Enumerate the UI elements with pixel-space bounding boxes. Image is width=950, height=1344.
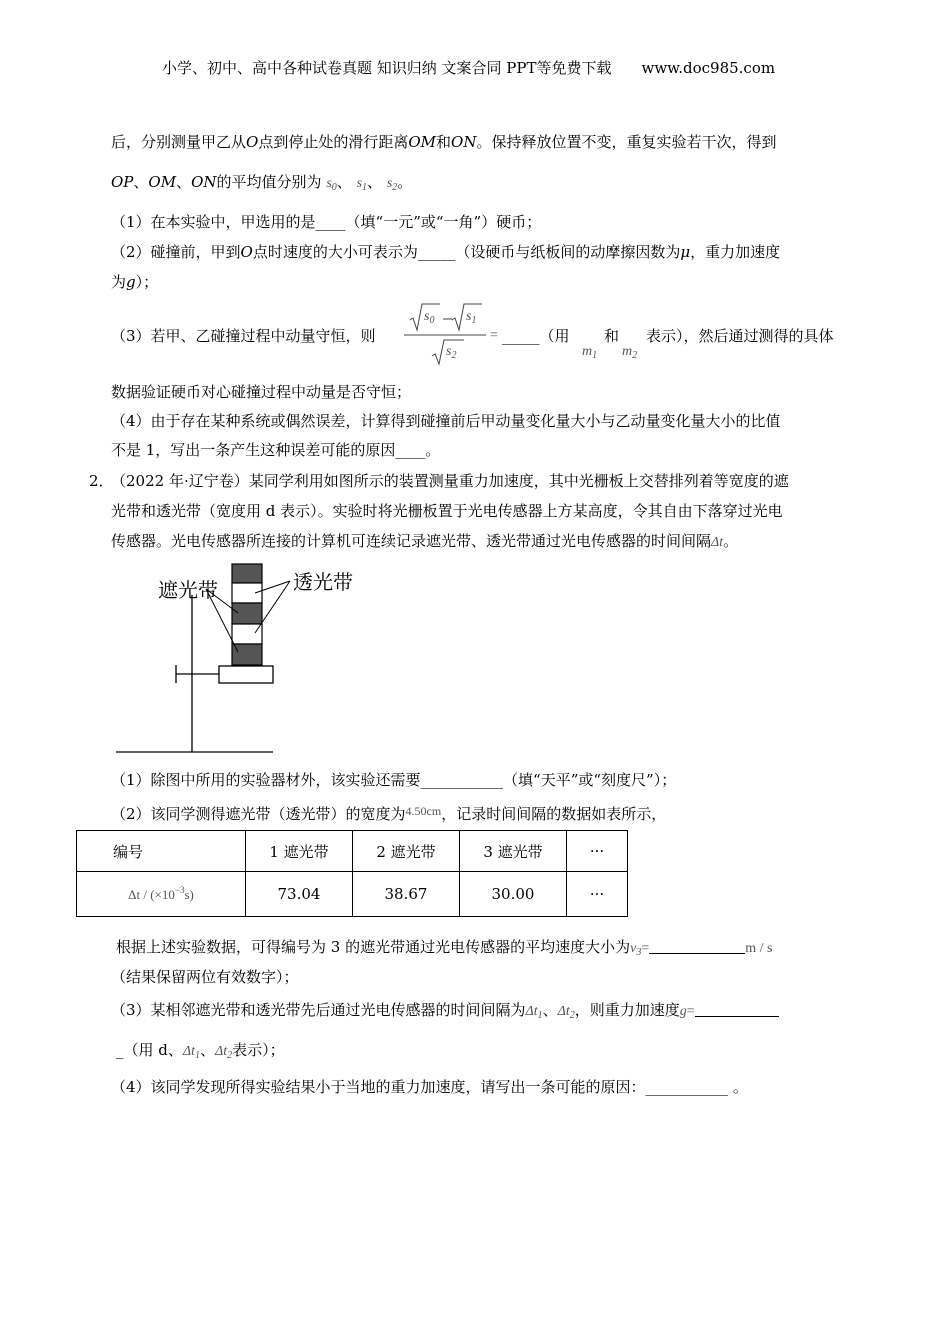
text: 传感器。光电传感器所连接的计算机可连续记录遮光带、透光带通过光电传感器的时间间隔 xyxy=(111,532,712,550)
text: （3）某相邻遮光带和透光带先后通过光电传感器的时间间隔为 xyxy=(111,1001,526,1019)
text: _（用 d、 xyxy=(116,1041,183,1059)
table-cell: ··· xyxy=(567,872,628,917)
table-header-cell: 1 遮光带 xyxy=(246,831,353,872)
om: OM xyxy=(148,173,177,191)
table-cell: 30.00 xyxy=(460,872,567,917)
v3-sub: 3 xyxy=(636,947,642,958)
q1-part2-cont xyxy=(111,272,158,292)
label-exponent: −3 xyxy=(174,885,185,895)
label-light-band: 透光带 xyxy=(293,570,353,594)
q1-part2 xyxy=(111,242,780,262)
q2-part2-cont xyxy=(116,937,772,963)
g: g xyxy=(679,1004,687,1019)
separator: 、 xyxy=(336,173,352,191)
text: 点时速度的大小可表示为_____（设硬币与纸板间的动摩擦因数为 xyxy=(252,243,681,261)
unit: m / s xyxy=(745,941,773,956)
q1-part3-lead: （3）若甲、乙碰撞过程中动量守恒，则 xyxy=(111,327,376,345)
text: 点到停止处的滑行距离 xyxy=(258,133,409,151)
text: 后，分别测量甲乙从 xyxy=(111,133,247,151)
s0 xyxy=(326,176,336,191)
period: 。 xyxy=(723,532,739,550)
q2-line-1: （2022 年·辽宁卷）某同学利用如图所示的装置测量重力加速度，其中光栅板上交替排列着等宽度的遮 xyxy=(111,472,789,490)
separator: 、 xyxy=(367,173,383,191)
mu: μ xyxy=(680,243,691,261)
text: 的平均值分别为 xyxy=(216,173,322,191)
v3-base: v xyxy=(630,941,637,956)
table-header-cell: 2 遮光带 xyxy=(353,831,460,872)
answer-blank[interactable] xyxy=(649,939,745,954)
q2-part3 xyxy=(111,1000,779,1026)
data-table xyxy=(76,830,628,917)
on: ON xyxy=(191,173,217,191)
m2-base: m xyxy=(622,344,633,359)
point-o: O xyxy=(240,243,253,261)
frac-s1: $s_1$ xyxy=(466,309,477,326)
equals: = xyxy=(641,941,650,956)
q1-part1: （1）在本实验中，甲选用的是____（填“一元”或“一角”）硬币； xyxy=(111,213,542,231)
page-header: 小学、初中、高中各种试卷真题 知识归纳 文案合同 PPT等免费下载 www.doc985.com xyxy=(162,59,776,77)
text: ，记录时间间隔的数据如表所示， xyxy=(441,805,667,823)
label-part: s) xyxy=(184,887,194,902)
g: g xyxy=(126,273,136,291)
separator: 、 xyxy=(542,1001,558,1019)
table-header-cell: 编号 xyxy=(77,831,246,872)
om: OM xyxy=(408,133,436,151)
s2-sub: 2 xyxy=(392,182,398,193)
and: 和 xyxy=(604,327,620,345)
table-row xyxy=(77,872,628,917)
text: （2）碰撞前，甲到 xyxy=(111,243,241,261)
s2 xyxy=(387,176,397,191)
q1-part3-cont: 数据验证硬币对心碰撞过程中动量是否守恒； xyxy=(111,383,412,401)
table-cell: 73.04 xyxy=(246,872,353,917)
dt1-base: Δt xyxy=(525,1004,538,1019)
dt2: $\Delta t_2$ xyxy=(215,1044,233,1061)
q1-part4-cont: 不是 1，写出一条产生这种误差可能的原因____。 xyxy=(111,441,441,459)
text: ，重力加速度 xyxy=(690,243,781,261)
m2-sub: 2 xyxy=(632,350,638,361)
text: 。保持释放位置不变，重复实验若干次，得到 xyxy=(476,133,777,151)
m1-sub: 1 xyxy=(592,350,598,361)
s1 xyxy=(357,176,367,191)
answer-blank[interactable] xyxy=(695,1002,779,1017)
q2-line-3 xyxy=(111,531,738,553)
text: ）； xyxy=(135,273,159,291)
q1-part4: （4）由于存在某种系统或偶然误差，计算得到碰撞前后甲动量变化量大小与乙动量变化量大小的比值 xyxy=(111,412,781,430)
equals: = xyxy=(490,328,498,343)
dt1 xyxy=(526,1004,543,1019)
point-o: O xyxy=(246,133,259,151)
separator: 、 xyxy=(133,173,149,191)
text: 表示）； xyxy=(232,1041,285,1059)
text: 和 xyxy=(436,133,452,151)
table-header-cell: 3 遮光带 xyxy=(460,831,567,872)
s1-sub: 1 xyxy=(362,182,368,193)
s0-base: s xyxy=(326,176,332,191)
dt1: $\Delta t_1$ xyxy=(182,1044,200,1061)
label-part: Δt / (×10 xyxy=(128,887,175,902)
dt2 xyxy=(558,1004,575,1019)
q2-part1: （1）除图中所用的实验器材外，该实验还需要___________（填“天平”或“刻度尺”）； xyxy=(111,771,677,789)
equals: = xyxy=(686,1004,695,1019)
q2-part4: （4）该同学发现所得实验结果小于当地的重力加速度，请写出一条可能的原因：___________ 。 xyxy=(111,1078,748,1096)
label-dark-band: 遮光带 xyxy=(158,578,218,602)
dt2-sub: 2 xyxy=(569,1010,575,1021)
table-row-label xyxy=(77,872,246,917)
table-header-row xyxy=(77,831,628,872)
width-value: 4.50cm xyxy=(405,804,442,818)
q2-part3-cont xyxy=(116,1040,285,1066)
op: OP xyxy=(111,173,134,191)
frac-s0: $s_0$ xyxy=(424,309,435,326)
s0-sub: 0 xyxy=(331,182,337,193)
q2-part2 xyxy=(111,801,666,824)
text: 为 xyxy=(111,273,127,291)
paragraph-line-1 xyxy=(111,132,776,152)
q2-number: 2． xyxy=(89,472,114,490)
frac-s2: $s_2$ xyxy=(446,344,457,361)
paragraph-line-2 xyxy=(111,172,412,198)
on: ON xyxy=(451,133,477,151)
period: 。 xyxy=(397,173,413,191)
s2-base: s xyxy=(386,176,393,191)
separator: 、 xyxy=(176,173,192,191)
separator: 、 xyxy=(199,1041,215,1059)
dt2-base: Δt xyxy=(557,1004,570,1019)
m2 xyxy=(622,344,637,361)
delta-t: Δt xyxy=(711,535,724,550)
q1-part3-blank: _____（用 xyxy=(502,327,570,345)
q2-part2-note: （结果保留两位有效数字）； xyxy=(111,968,299,986)
m1-base: m xyxy=(582,344,593,359)
table-header-cell: ··· xyxy=(567,831,628,872)
text: 根据上述实验数据，可得编号为 3 的遮光带通过光电传感器的平均速度大小为 xyxy=(116,938,631,956)
text: （2）该同学测得遮光带（透光带）的宽度为 xyxy=(111,805,406,823)
dt1-sub: 1 xyxy=(537,1010,543,1021)
text: ，则重力加速度 xyxy=(574,1001,680,1019)
m1 xyxy=(582,344,597,361)
q1-part3-tail: 表示），然后通过测得的具体 xyxy=(646,327,834,345)
table-cell: 38.67 xyxy=(353,872,460,917)
s1-base: s xyxy=(356,176,363,191)
q2-line-2: 光带和透光带（宽度用 d 表示）。实验时将光栅板置于光电传感器上方某高度，令其自由下落穿过光电 xyxy=(111,502,783,520)
v3 xyxy=(630,941,641,956)
